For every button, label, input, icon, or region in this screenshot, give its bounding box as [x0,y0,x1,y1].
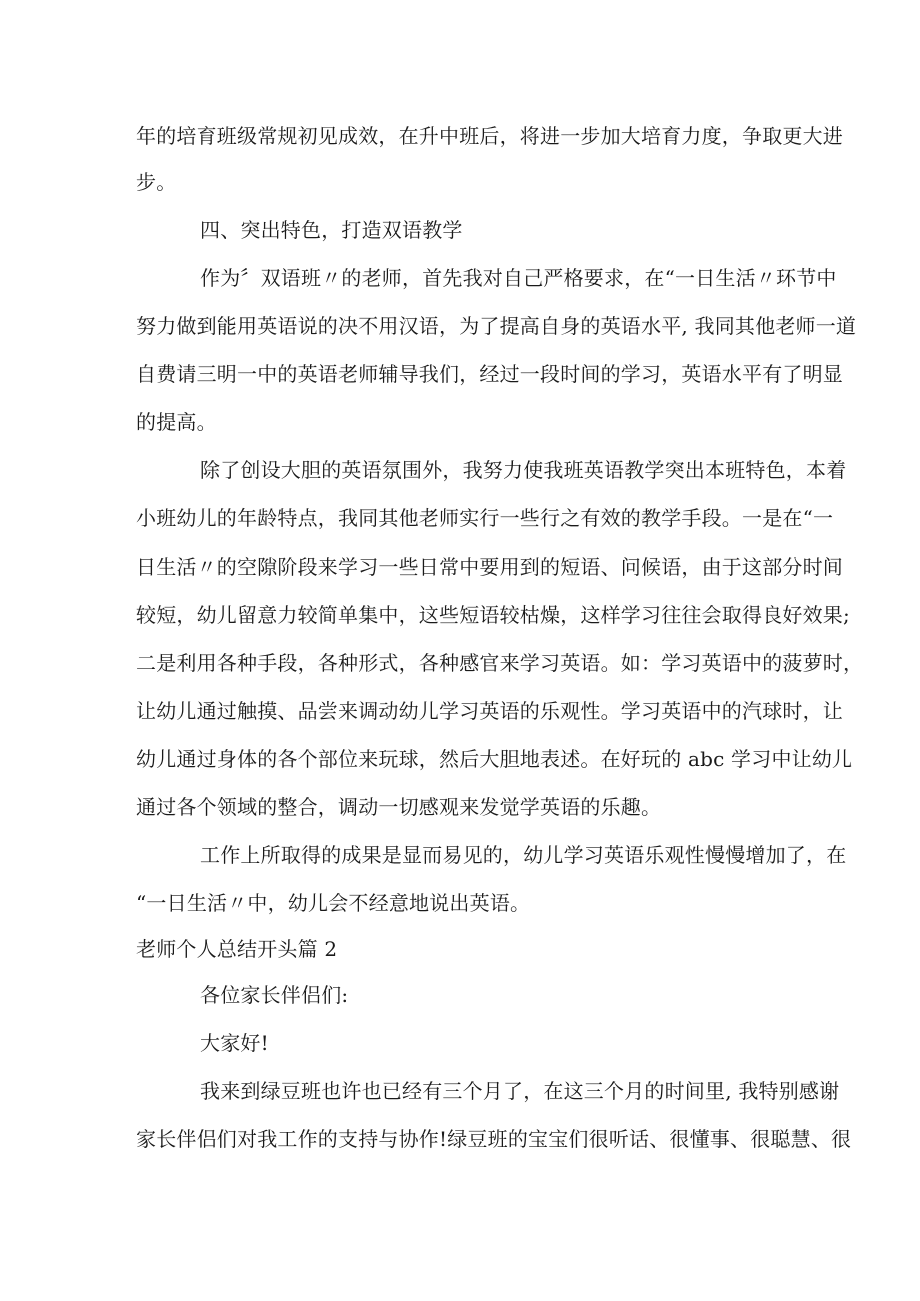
paragraph-line: 作为〞双语班〃的老师，首先我对自己严格要求，在“一日生活〃环节中 [200,266,837,290]
paragraph-line: “一日生活〃中，幼儿会不经意地说出英语。 [136,891,531,915]
paragraph-line: 步。 [136,170,177,194]
paragraph-line: 通过各个领域的整合，调动一切感观来发觉学英语的乐趣。 [136,795,662,819]
paragraph-line: 工作上所取得的成果是显而易见的，幼儿学习英语乐观性慢慢增加了，在 [200,843,847,867]
paragraph-line: 小班幼儿的年龄特点，我同其他老师实行一些行之有效的教学手段。一是在“一 [136,506,834,530]
paragraph-line: 幼儿通过身体的各个部位来玩球，然后大胆地表述。在好玩的 abc 学习中让幼儿 [136,747,853,771]
paragraph-line: 努力做到能用英语说的决不用汉语，为了提高自身的英语水平, 我同其他老师一道 [136,314,857,338]
paragraph-line: 二是利用各种手段，各种形式，各种感官来学习英语。如：学习英语中的菠萝时， [136,651,864,675]
paragraph-line: 较短，幼儿留意力较简单集中，这些短语较枯燥，这样学习往往会取得良好效果; [136,603,850,627]
paragraph-line: 让幼儿通过触摸、品尝来调动幼儿学习英语的乐观性。学习英语中的汽球时，让 [136,699,843,723]
section-heading: 四、突出特色，打造双语教学 [200,218,463,242]
paragraph-line: 日生活〃的空隙阶段来学习一些日常中要用到的短语、问候语，由于这部分时间 [136,555,843,579]
paragraph-line: 的提高。 [136,410,217,434]
paragraph-line: 年的培育班级常规初见成效，在升中班后，将进一步加大培育力度，争取更大进 [136,124,843,148]
salutation: 各位家长伴侣们: [200,983,349,1007]
greeting: 大家好! [200,1031,269,1055]
paragraph-line: 我来到绿豆班也许也已经有三个月了，在这三个月的时间里, 我特别感谢 [200,1079,840,1103]
paragraph-line: 家长伴侣们对我工作的支持与协作!绿豆班的宝宝们很听话、很懂事、很聪慧、很 [136,1127,852,1151]
article-title: 老师个人总结开头篇 2 [136,937,338,961]
paragraph-line: 除了创设大胆的英语氛围外，我努力使我班英语教学突出本班特色，本着 [200,458,847,482]
paragraph-line: 自费请三明一中的英语老师辅导我们，经过一段时间的学习，英语水平有了明显 [136,362,843,386]
